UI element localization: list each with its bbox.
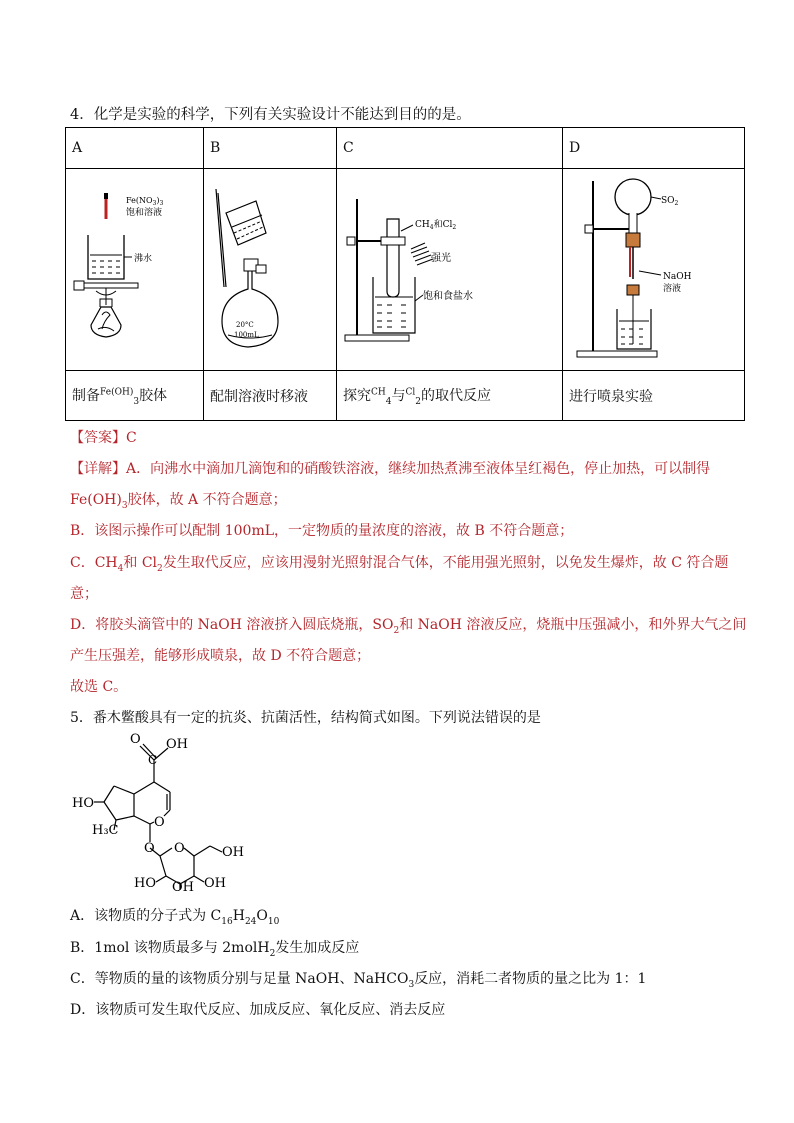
option-b: B．1mol 该物质最多与 2molH$_2$发生加成反应 xyxy=(70,940,360,959)
mol-oh5: OH xyxy=(204,876,226,891)
fig-b-label-2: 100mL xyxy=(234,331,259,339)
fig-a-label-3: 沸水 xyxy=(134,254,153,264)
question-4-title: 4．化学是实验的科学，下列有关实验设计不能达到目的的是。 xyxy=(70,107,471,123)
header-d: D xyxy=(563,128,745,169)
mol-oh3: OH xyxy=(222,845,244,860)
mol-oh4: HO xyxy=(134,876,156,891)
figure-b-cell xyxy=(204,169,337,371)
answer-detail-c-line1: C．$CH_4$和 $Cl_2$发生取代反应，应该用漫射光照射混合气体，不能用强光照射，以免发生爆炸，故 C 符合题 xyxy=(70,555,729,574)
option-c: C．等物质的量的该物质分别与足量 NaOH、NaHCO$_3$反应，消耗二者物质的量之比为 1：1 xyxy=(70,971,647,990)
fig-c-label-1: $CH_4$和$Cl_2$ xyxy=(415,220,457,231)
answer-detail-a-line1: 【详解】A．向沸水中滴加几滴饱和的硝酸铁溶液，继续加热煮沸至液体呈红褐色，停止加热，可以制得 xyxy=(70,461,711,477)
figure-b-transfer-apparatus xyxy=(204,169,337,366)
mol-h3c: H₃C xyxy=(92,823,119,838)
molecule-structure xyxy=(70,730,260,892)
fig-d-label-2: NaOH xyxy=(663,272,692,282)
options-table xyxy=(65,127,745,421)
fig-d-label-3: 溶液 xyxy=(663,284,682,294)
mol-o2: O xyxy=(144,841,155,856)
header-b: B xyxy=(204,128,337,169)
figure-d-fountain-apparatus xyxy=(563,169,745,366)
option-d: D．该物质可发生取代反应、加成反应、氧化反应、消去反应 xyxy=(70,1002,446,1018)
figure-a-colloid-apparatus xyxy=(66,169,204,366)
figure-c-cell xyxy=(337,169,563,371)
fig-d-label-1: $SO_2$ xyxy=(661,196,679,207)
mol-oh6: OH xyxy=(172,880,194,892)
header-c: C xyxy=(337,128,563,169)
fig-c-label-2: 强光 xyxy=(431,253,451,264)
figure-d-cell xyxy=(563,169,745,371)
fig-a-label-2: 饱和溶液 xyxy=(126,208,163,218)
mol-o3: O xyxy=(174,841,185,856)
header-a: A xyxy=(66,128,204,169)
mol-oh1: OH xyxy=(166,737,188,752)
answer-final: 故选 C。 xyxy=(70,679,128,695)
mol-ox: O xyxy=(130,732,141,747)
answer-label: 【答案】C xyxy=(70,430,137,446)
fig-a-label-1: $Fe(NO_3)_3$ xyxy=(126,196,164,207)
answer-detail-a-line2: $Fe(OH)_3$胶体，故 A 不符合题意； xyxy=(70,492,287,511)
mol-oh2: HO xyxy=(72,796,94,811)
caption-b: 配制溶液时移液 xyxy=(204,371,337,421)
fig-c-label-3: 饱和食盐水 xyxy=(423,291,473,302)
caption-c: 探究$^{CH}_4$与$^{Cl}_2$的取代反应 xyxy=(337,371,563,421)
fig-b-label-1: 20°C xyxy=(236,321,254,329)
caption-a: 制备$^{Fe(OH)}_3$胶体 xyxy=(66,371,204,421)
answer-detail-c-line2: 意； xyxy=(70,586,98,602)
mol-c: C xyxy=(148,753,158,767)
option-a: A．该物质的分子式为 $C_{16}H_{24}O_{10}$ xyxy=(70,908,280,927)
figure-c-substitution-apparatus xyxy=(337,169,563,366)
question-5-title: 5．番木鳖酸具有一定的抗炎、抗菌活性，结构简式如图。下列说法错误的是 xyxy=(70,710,541,726)
answer-detail-d-line2: 产生压强差，能够形成喷泉，故 D 不符合题意； xyxy=(70,648,371,664)
mol-o1: O xyxy=(154,815,165,830)
answer-detail-d-line1: D．将胶头滴管中的 NaOH 溶液挤入圆底烧瓶，$SO_2$和 NaOH 溶液反应，烧瓶中压强减小，和外界大气之间 xyxy=(70,617,747,636)
answer-detail-b: B．该图示操作可以配制 100mL，一定物质的量浓度的溶液，故 B 不符合题意； xyxy=(70,523,574,539)
figure-a-cell xyxy=(66,169,204,371)
caption-d: 进行喷泉实验 xyxy=(563,371,745,421)
